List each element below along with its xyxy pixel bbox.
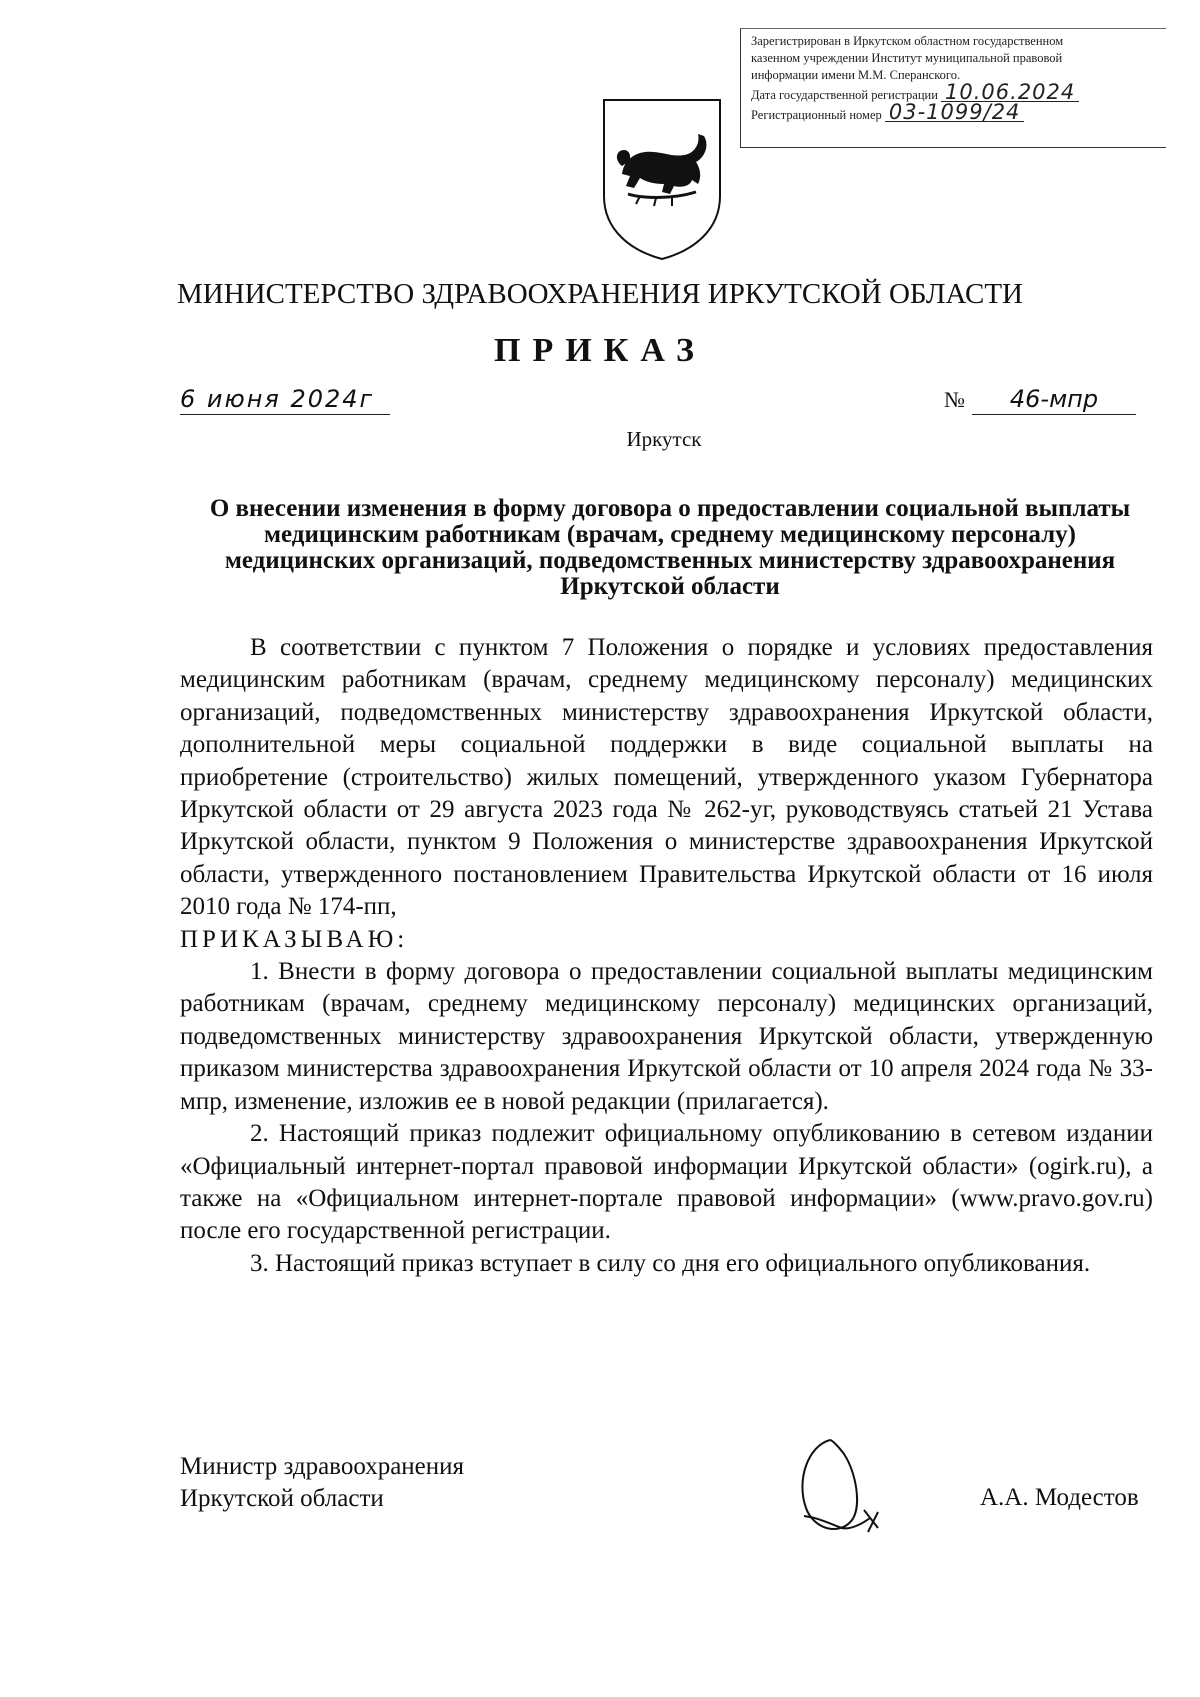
city: Иркутск bbox=[626, 427, 702, 451]
stamp-line-1: Зарегистрирован в Иркутском областном государственном bbox=[751, 34, 1064, 48]
order-item-1: 1. Внести в форму договора о предоставлении социальной выплаты медицинским работникам (врачам, среднему медицинскому персоналу) медицинских организаций, подведомственных министерству здравоохранения Иркутской области, утвержденную приказом министерства здравоохранения Иркутской области от 10 апреля 2024 года № 33-мпр, изменение, изложив ее в новой редакции (прилагается). bbox=[180, 958, 1153, 1115]
signer-name: А.А. Модестов bbox=[980, 1484, 1139, 1511]
stamp-number-label: Регистрационный номер bbox=[751, 108, 882, 122]
document-type: ПРИКАЗ bbox=[494, 332, 706, 369]
order-item-2: 2. Настоящий приказ подлежит официальному опубликованию в сетевом издании «Официальный интернет-портал правовой информации Иркутской области» (ogirk.ru), а также на «Официальном интернет-портале правовой информации» (www.pravo.gov.ru) после его государственной регистрации. bbox=[180, 1120, 1153, 1245]
order-number-label: № bbox=[944, 387, 965, 412]
stamp-number-row bbox=[751, 100, 1166, 124]
order-date: 6 июня 2024г bbox=[180, 384, 390, 415]
sable-coat-of-arms-icon bbox=[600, 96, 724, 262]
stamp-line-2: казенном учреждении Институт муниципальной правовой bbox=[751, 51, 1063, 65]
signer-position-line-2: Иркутской области bbox=[180, 1485, 384, 1512]
preamble-paragraph: В соответствии с пунктом 7 Положения о порядке и условиях предоставления медицинским работникам (врачам, среднему медицинскому персоналу) медицинских организаций, подведомственных министерству здравоохранения Иркутской области, дополнительной меры социальной поддержки в виде социальной выплаты на приобретение (строительство) жилых помещений, утвержденного указом Губернатора Иркутской области от 29 августа 2023 года № 262-уг, руководствуясь статьей 21 Устава Иркутской области, пунктом 9 Положения о министерстве здравоохранения Иркутской области, утвержденного постановлением Правительства Иркутской области от 16 июля 2010 года № 174-пп, bbox=[180, 634, 1153, 921]
signer-position-line-1: Министр здравоохранения bbox=[180, 1453, 465, 1480]
document-title: О внесении изменения в форму договора о предоставлении социальной выплаты медицинским работникам (врачам, среднему медицинскому персоналу) медицинских организаций, подведомственных министерству здравоохранения Иркутской области bbox=[209, 495, 1131, 600]
handwritten-signature-icon bbox=[790, 1432, 910, 1542]
decree-word: ПРИКАЗЫВАЮ: bbox=[180, 925, 409, 953]
order-item-3: 3. Настоящий приказ вступает в силу со дня его официального опубликования. bbox=[250, 1249, 1091, 1277]
order-number: 46-мпр bbox=[972, 384, 1136, 415]
stamp-number-value: 03-1099/24 bbox=[885, 104, 1025, 122]
ministry-name: МИНИСТЕРСТВО ЗДРАВООХРАНЕНИЯ ИРКУТСКОЙ ОБЛАСТИ bbox=[177, 278, 1023, 310]
stamp-date-value: 10.06.2024 bbox=[941, 84, 1079, 102]
registration-stamp bbox=[740, 28, 1166, 148]
stamp-date-label: Дата государственной регистрации bbox=[751, 88, 938, 102]
signer-position bbox=[180, 1451, 464, 1515]
stamp-line-3: информации имени М.М. Сперанского. bbox=[751, 68, 961, 82]
document-body bbox=[180, 632, 1153, 1280]
